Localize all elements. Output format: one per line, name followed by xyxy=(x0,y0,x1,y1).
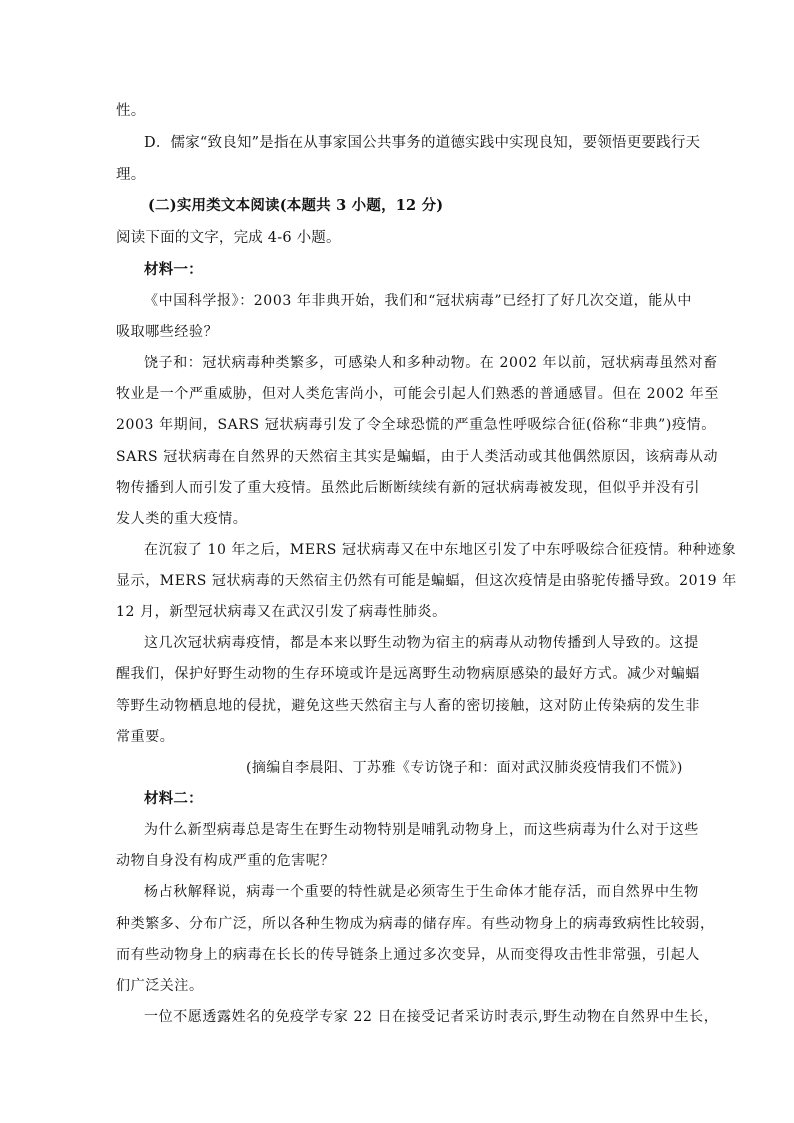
paragraph-line: 动物自身没有构成严重的危害呢？ xyxy=(116,853,335,869)
source-citation: (摘编自李晨阳、丁苏雅《专访饶子和：面对武汉肺炎疫情我们不慌》) xyxy=(246,760,683,776)
paragraph-line: 种类繁多、分布广泛，所以各种生物成为病毒的储存库。有些动物身上的病毒致病性比较弱， xyxy=(116,916,715,932)
paragraph-line: 物传播到人而引发了重大疫情。虽然此后断断续续有新的冠状病毒被发现，但似乎并没有引 xyxy=(116,480,700,496)
paragraph-line: 显示，MERS 冠状病毒的天然宿主仍然有可能是蝙蝠，但这次疫情是由骆驼传播导致。2019 年 xyxy=(116,573,737,589)
instruction: 阅读下面的文字，完成 4-6 小题。 xyxy=(116,230,341,246)
paragraph-line: 在沉寂了 10 年之后，MERS 冠状病毒又在中东地区引发了中东呼吸综合征疫情。种种迹象 xyxy=(144,542,737,558)
paragraph-line: 一位不愿透露姓名的免疫学专家 22 日在接受记者采访时表示,野生动物在自然界中生长， xyxy=(144,1009,719,1025)
text-line: 理。 xyxy=(116,167,146,183)
paragraph-line: 饶子和：冠状病毒种类繁多，可感染人和多种动物。在 2002 年以前，冠状病毒虽然对畜 xyxy=(144,355,718,371)
paragraph-line: 而有些动物身上的病毒在长长的传导链条上通过多次变异，从而变得攻击性非常强，引起人 xyxy=(116,947,700,963)
paragraph-line: 12 月，新型冠状病毒又在武汉引发了病毒性肺炎。 xyxy=(116,604,447,620)
paragraph-line: 为什么新型病毒总是寄生在野生动物特别是哺乳动物身上，而这些病毒为什么对于这些 xyxy=(144,822,699,838)
paragraph-line: 2003 年期间，SARS 冠状病毒引发了令全球恐慌的严重急性呼吸综合征(俗称“非典”)疫情。 xyxy=(116,417,716,433)
paragraph-line: 发人类的重大疫情。 xyxy=(116,511,248,527)
option-d: D．儒家“致良知”是指在从事家国公共事务的道德实践中实现良知，要领悟更要践行天 xyxy=(144,135,701,151)
paragraph-line: 牧业是一个严重威胁，但对人类危害尚小，可能会引起人们熟悉的普通感冒。但在 2002 年至 xyxy=(116,386,719,402)
material-one-label: 材料一： xyxy=(144,261,203,278)
paragraph-line: 们广泛关注。 xyxy=(116,978,204,994)
paragraph-line: 《中国科学报》：2003 年非典开始，我们和“冠状病毒”已经打了好几次交道，能从中 xyxy=(144,293,692,309)
paragraph-line: 常重要。 xyxy=(116,729,175,745)
paragraph-line: 这几次冠状病毒疫情，都是本来以野生动物为宿主的病毒从动物传播到人导致的。这提 xyxy=(144,635,699,651)
paragraph-line: SARS 冠状病毒在自然界的天然宿主其实是蝙蝠，由于人类活动或其他偶然原因，该病毒从动 xyxy=(116,449,719,465)
material-two-label: 材料二： xyxy=(144,790,203,807)
paragraph-line: 吸取哪些经验？ xyxy=(116,324,219,340)
section-heading: (二)实用类文本阅读(本题共 3 小题，12 分) xyxy=(148,197,444,214)
paragraph-line: 等野生动物栖息地的侵扰，避免这些天然宿主与人畜的密切接触，这对防止传染病的发生非 xyxy=(116,698,700,714)
paragraph-line: 杨占秋解释说，病毒一个重要的特性就是必须寄生于生命体才能存活，而自然界中生物 xyxy=(144,884,699,900)
paragraph-line: 醒我们，保护好野生动物的生存环境或许是远离野生动物病原感染的最好方式。减少对蝙蝠 xyxy=(116,666,700,682)
text-line: 性。 xyxy=(116,103,146,119)
